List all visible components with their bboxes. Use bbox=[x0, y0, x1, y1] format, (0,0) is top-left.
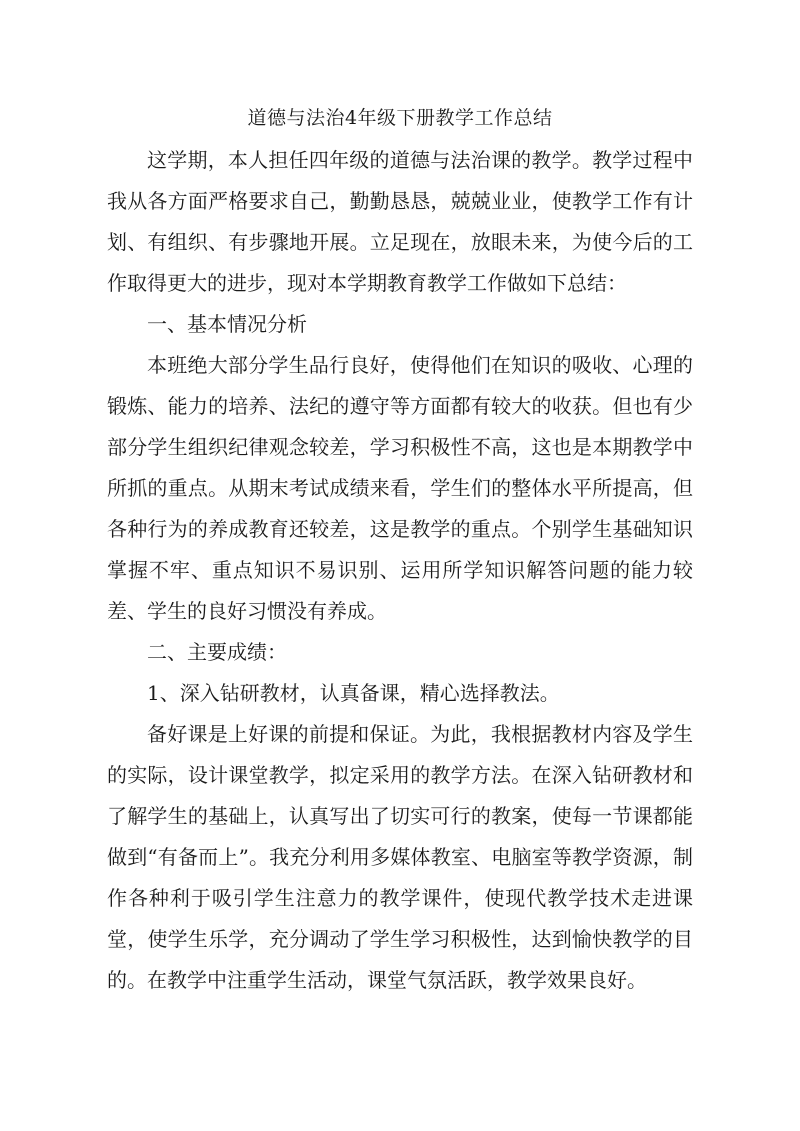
section-heading-basic-situation: 一、基本情况分析 bbox=[147, 312, 307, 336]
document-title: 道德与法治4年级下册教学工作总结 bbox=[247, 107, 553, 129]
document-body bbox=[107, 140, 693, 1001]
subheading-lesson-preparation: 1、深入钻研教材，认真备课，精心选择教法。 bbox=[147, 681, 560, 705]
paragraph-lesson-preparation: 备好课是上好课的前提和保证。为此，我根据教材内容及学生的实际，设计课堂教学，拟定采用的教学方法。在深入钻研教材和了解学生的基础上，认真写出了切实可行的教案，使每一节课都能做到“有备而上”。我充分利用多媒体教室、电脑室等教学资源，制作各种利于吸引学生注意力的教学课件，使现代教学技术走进课堂，使学生乐学，充分调动了学生学习积极性，达到愉快教学的目的。在教学中注重学生活动，课堂气氛活跃，教学效果良好。 bbox=[107, 722, 693, 992]
paragraph-situation-analysis: 本班绝大部分学生品行良好，使得他们在知识的吸收、心理的锻炼、能力的培养、法纪的遵守等方面都有较大的收获。但也有少部分学生组织纪律观念较差，学习积极性不高，这也是本期教学中所抓的重点。从期末考试成绩来看，学生们的整体水平所提高，但各种行为的养成教育还较差，这是教学的重点。个别学生基础知识掌握不牢、重点知识不易识别、运用所学知识解答问题的能力较差、学生的良好习惯没有养成。 bbox=[107, 353, 693, 623]
section-heading-main-achievements: 二、主要成绩： bbox=[147, 640, 287, 664]
paragraph-intro: 这学期，本人担任四年级的道德与法治课的教学。教学过程中我从各方面严格要求自己，勤勤恳恳，兢兢业业，使教学工作有计划、有组织、有步骤地开展。立足现在，放眼未来，为使今后的工作取得更大的进步，现对本学期教育教学工作做如下总结： bbox=[107, 148, 693, 295]
